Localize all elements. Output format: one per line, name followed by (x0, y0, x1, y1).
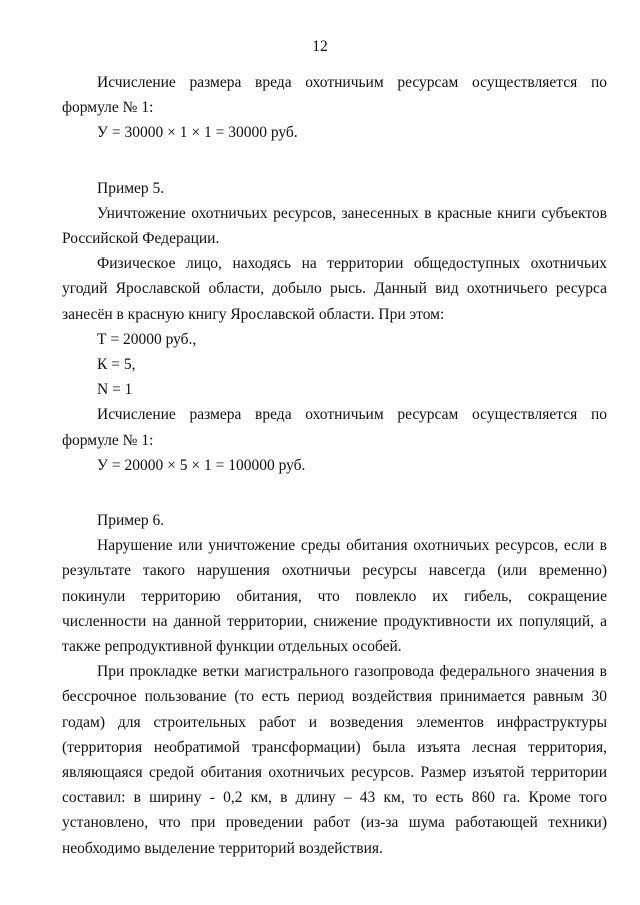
parameter-line: N = 1 (97, 381, 133, 399)
calc-intro-paragraph: Исчисление размера вреда охотничьим ресурсам осуществляется по формуле № 1: (62, 74, 607, 117)
page-number: 12 (312, 38, 328, 55)
example-body-paragraph: Физическое лицо, находясь на территории общедоступных охотничьих угодий Ярославской области, добыло рысь. Данный вид охотничьего ресурса занесён в красную книгу Ярославской области. При этом: (62, 255, 607, 323)
example-title: Пример 6. (97, 512, 165, 530)
example-heading-paragraph: Нарушение или уничтожение среды обитания охотничьих ресурсов, если в результате такого нарушения охотничьи ресурсы навсегда (или временно) покинули территорию обитания, что повлекло их гибель, сокращение численности на данной территории, снижение продуктивности их популяций, а также репродуктивной функции отдельных особей. (62, 537, 607, 656)
example-title: Пример 5. (97, 179, 165, 197)
example-body-paragraph: При прокладке ветки магистрального газопровода федерального значения в бессрочное пользование (то есть период воздействия принимается равным 30 годам) для строительных работ и возведения элементов инфраструктуры (территория необратимой трансформации) была изъята лесная территория, являющаяся средой обитания охотничьих ресурсов. Размер изъятой территории составил: в ширину - 0,2 км, в длину – 43 км, то есть 860 га. Кроме того установлено, что при проведении работ (из-за шума работающей техники) необходимо выделение территорий воздействия. (62, 663, 607, 857)
document-body (62, 70, 607, 861)
example-heading-paragraph: Уничтожение охотничьих ресурсов, занесенных в красные книги субъектов Российской Федерации. (62, 204, 607, 248)
formula-line: У = 20000 × 5 × 1 = 100000 руб. (97, 456, 306, 474)
parameter-line: Т = 20000 руб., (97, 330, 197, 348)
parameter-line: К = 5, (97, 356, 136, 374)
formula-line: У = 30000 × 1 × 1 = 30000 руб. (97, 124, 298, 142)
calc-intro-paragraph: Исчисление размера вреда охотничьим ресурсам осуществляется по формуле № 1: (62, 406, 607, 449)
